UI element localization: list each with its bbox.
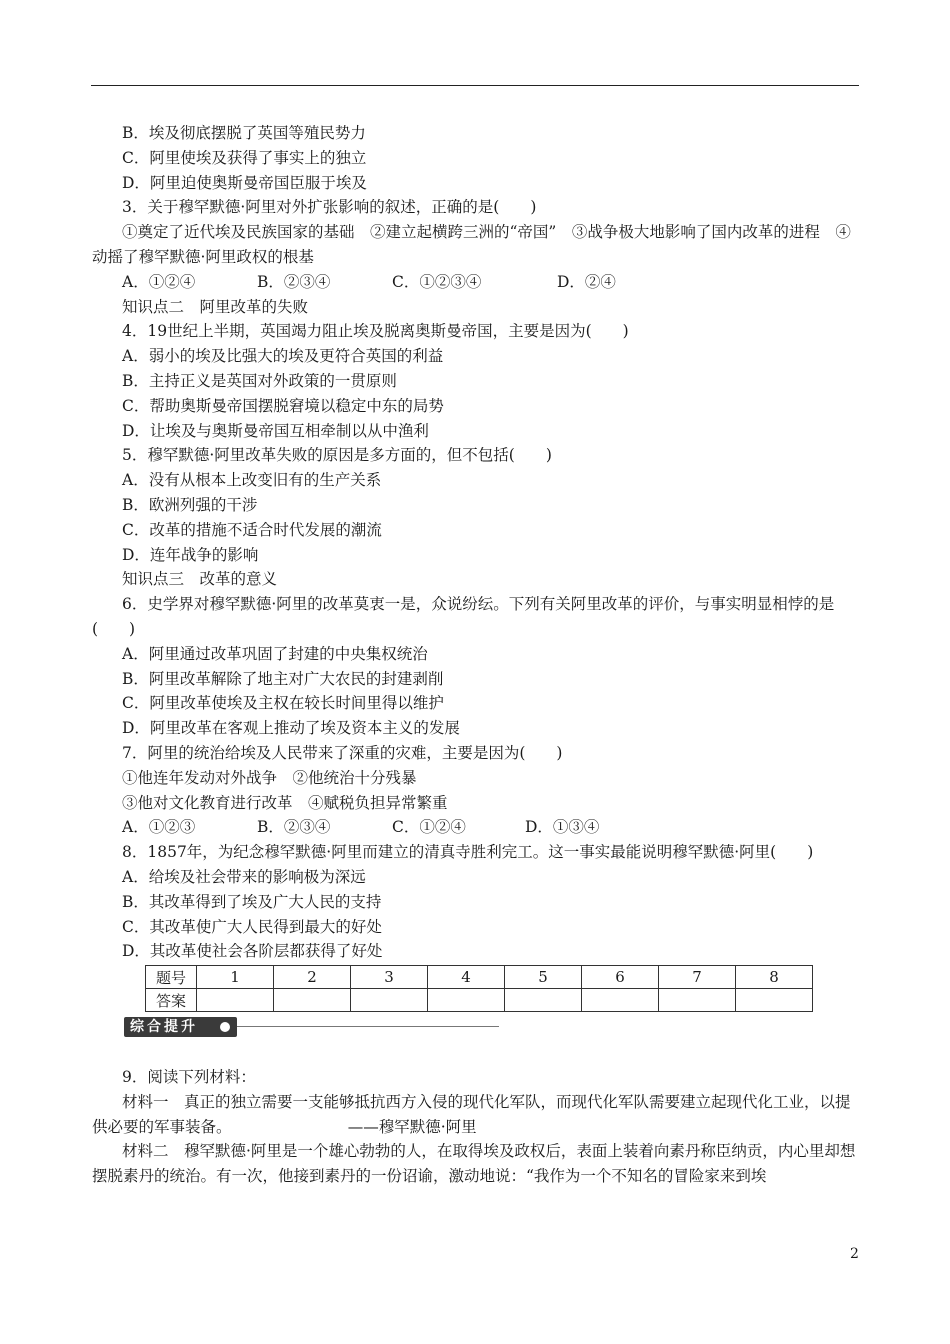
material-one: 材料一 真正的独立需要一支能够抵抗西方入侵的现代化军队，而现代化军队需要建立起现代化工业，以提供必要的军事装备。 ——穆罕默德·阿里 xyxy=(92,1092,851,1136)
q7-option-b: B．②③④ xyxy=(257,818,331,837)
q3-options xyxy=(92,270,860,295)
banner-rule xyxy=(237,1026,499,1027)
q3-option-b: B．②③④ xyxy=(257,272,331,291)
question-number-cell: 2 xyxy=(274,966,351,989)
answer-cell[interactable] xyxy=(428,989,505,1012)
q2-option-b: B．埃及彻底摆脱了英国等殖民势力 xyxy=(122,124,366,142)
section-banner xyxy=(124,1015,860,1045)
q3-statements: ①奠定了近代埃及民族国家的基础 ②建立起横跨三洲的“帝国” ③战争极大地影响了国内改革的进程 ④动摇了穆罕默德·阿里政权的根基 xyxy=(92,223,851,266)
q5-option-a: A．没有从根本上改变旧有的生产关系 xyxy=(122,471,382,490)
q2-option-d: D．阿里迫使奥斯曼帝国臣服于埃及 xyxy=(122,173,367,192)
answer-table-answer-row xyxy=(146,989,813,1012)
q8-option-b: B．其改革得到了埃及广大人民的支持 xyxy=(122,892,382,911)
q7-statements-1: ①他连年发动对外战争 ②他统治十分残暴 xyxy=(122,768,417,787)
q7-stem: 7．阿里的统治给埃及人民带来了深重的灾难，主要是因为( ) xyxy=(122,743,563,762)
question-number-cell: 3 xyxy=(351,966,428,989)
q4-stem: 4．19世纪上半期，英国竭力阻止埃及脱离奥斯曼帝国，主要是因为( ) xyxy=(122,322,629,341)
answer-cell[interactable] xyxy=(505,989,582,1012)
answer-cell[interactable] xyxy=(351,989,428,1012)
q5-option-c: C．改革的措施不适合时代发展的潮流 xyxy=(122,520,382,539)
banner-label: 综合提升 xyxy=(124,1017,237,1037)
q4-option-c: C．帮助奥斯曼帝国摆脱窘境以稳定中东的局势 xyxy=(122,396,444,415)
q3-option-c: C．①②③④ xyxy=(392,272,482,291)
answer-cell[interactable] xyxy=(197,989,274,1012)
page-number: 2 xyxy=(850,1246,859,1262)
q5-option-d: D．连年战争的影响 xyxy=(122,545,259,564)
answer-cell[interactable] xyxy=(274,989,351,1012)
q8-option-c: C．其改革使广大人民得到最大的好处 xyxy=(122,917,382,936)
section-heading-3: 知识点三 改革的意义 xyxy=(122,570,278,589)
q4-option-a: A．弱小的埃及比强大的埃及更符合英国的利益 xyxy=(122,347,444,366)
answer-cell[interactable] xyxy=(582,989,659,1012)
q8-option-a: A．给埃及社会带来的影响极为深远 xyxy=(122,867,366,886)
q2-option-c: C．阿里使埃及获得了事实上的独立 xyxy=(122,148,367,167)
table-answer-label: 答案 xyxy=(146,989,197,1012)
q3-stem: 3．关于穆罕默德·阿里对外扩张影响的叙述，正确的是( ) xyxy=(122,198,537,217)
question-number-cell: 5 xyxy=(505,966,582,989)
section-heading-2: 知识点二 阿里改革的失败 xyxy=(122,297,309,316)
q7-option-a: A．①②③ xyxy=(122,818,196,837)
q6-stem: 6．史学界对穆罕默德·阿里的改革莫衷一是，众说纷纭。下列有关阿里改革的评价，与事实明显相悖的是( ) xyxy=(92,595,835,638)
q6-option-c: C．阿里改革使埃及主权在较长时间里得以维护 xyxy=(122,694,444,713)
q6-option-a: A．阿里通过改革巩固了封建的中央集权统治 xyxy=(122,644,428,663)
q7-option-d: D．①③④ xyxy=(525,818,600,837)
q5-stem: 5．穆罕默德·阿里改革失败的原因是多方面的，但不包括( ) xyxy=(122,446,552,465)
q7-statements-2: ③他对文化教育进行改革 ④赋税负担异常繁重 xyxy=(122,793,448,812)
q3-option-a: A．①②④ xyxy=(122,272,196,291)
q4-option-b: B．主持正义是英国对外政策的一贯原则 xyxy=(122,371,397,390)
question-number-cell: 1 xyxy=(197,966,274,989)
q6-option-d: D．阿里改革在客观上推动了埃及资本主义的发展 xyxy=(122,719,460,738)
q8-option-d: D．其改革使社会各阶层都获得了好处 xyxy=(122,942,383,961)
q7-option-c: C．①②④ xyxy=(392,818,466,837)
answer-table xyxy=(145,965,813,1012)
question-number-cell: 4 xyxy=(428,966,505,989)
question-number-cell: 8 xyxy=(736,966,813,989)
page-content xyxy=(92,121,860,1189)
table-header-label: 题号 xyxy=(146,966,197,989)
spacer xyxy=(92,1045,860,1065)
q8-stem: 8．1857年，为纪念穆罕默德·阿里而建立的清真寺胜利完工。这一事实最能说明穆罕默德·阿里( ) xyxy=(122,843,814,862)
q6-option-b: B．阿里改革解除了地主对广大农民的封建剥削 xyxy=(122,669,444,688)
material-two: 材料二 穆罕默德·阿里是一个雄心勃勃的人，在取得埃及政权后，表面上装着向素丹称臣纳贡，内心里却想摆脱素丹的统治。有一次，他接到素丹的一份诏谕，激动地说：“我作为一个不知名的冒险家来到埃 xyxy=(92,1142,856,1186)
question-number-cell: 6 xyxy=(582,966,659,989)
header-rule xyxy=(91,85,859,86)
q9-stem: 9．阅读下列材料： xyxy=(122,1068,256,1087)
q7-options xyxy=(92,815,860,840)
q4-option-d: D．让埃及与奥斯曼帝国互相牵制以从中渔利 xyxy=(122,421,429,440)
answer-cell[interactable] xyxy=(659,989,736,1012)
question-number-cell: 7 xyxy=(659,966,736,989)
q3-option-d: D．②④ xyxy=(557,272,616,291)
answer-table-header-row xyxy=(146,966,813,989)
q5-option-b: B．欧洲列强的干涉 xyxy=(122,495,258,514)
answer-cell[interactable] xyxy=(736,989,813,1012)
